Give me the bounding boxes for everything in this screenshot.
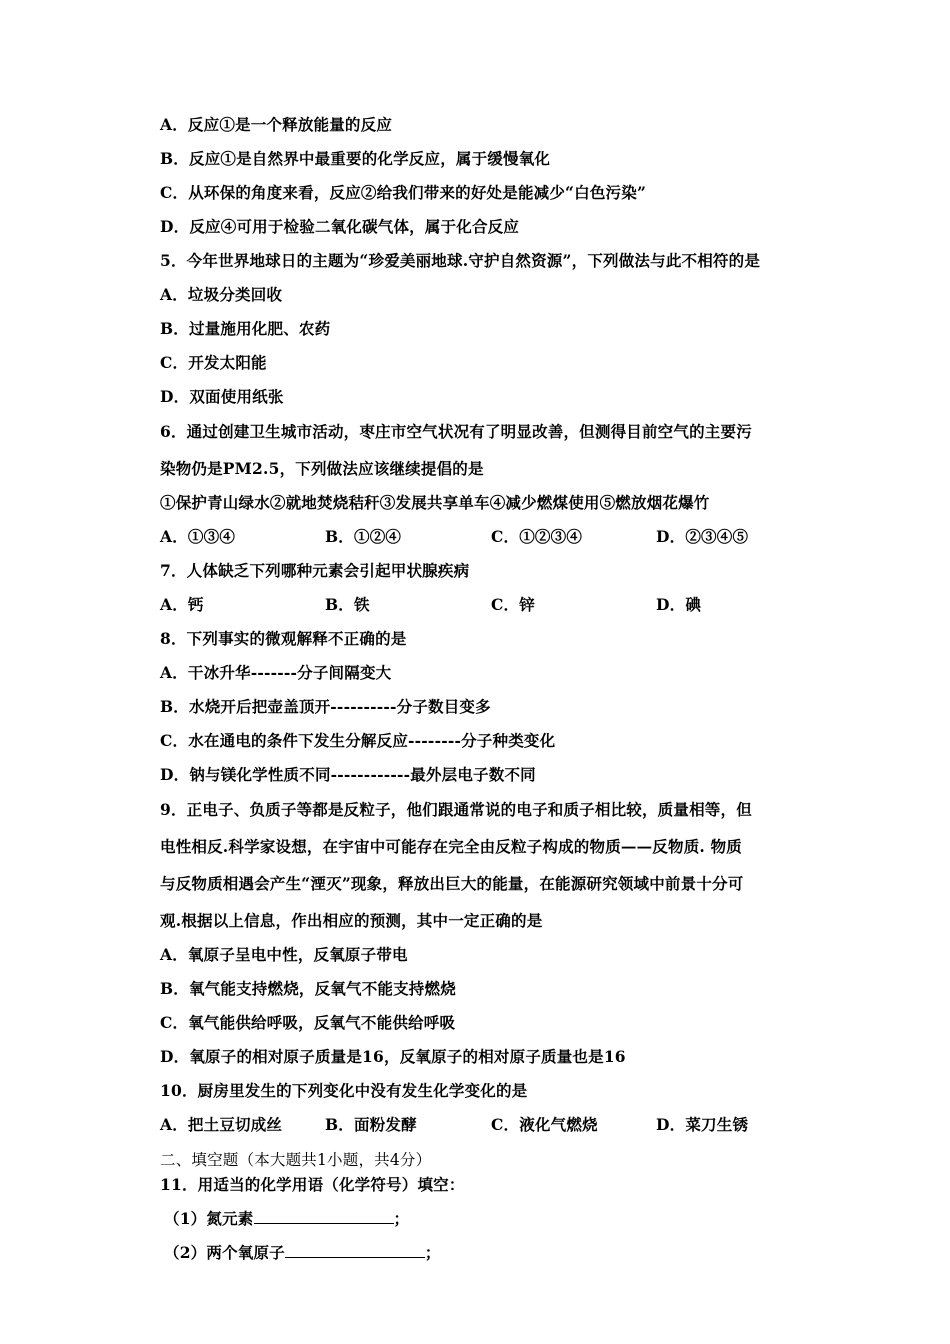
q7-option-a: A．钙 — [160, 595, 204, 614]
q8-option-c: C．水在通电的条件下发生分解反应--------分子种类变化 — [160, 731, 556, 750]
q8-option-d: D．钠与镁化学性质不同------------最外层电子数不同 — [160, 765, 536, 784]
q9-option-a: A．氧原子呈电中性，反氧原子带电 — [160, 945, 408, 964]
q5-option-c: C．开发太阳能 — [160, 353, 267, 372]
q9-stem-line1: 9．正电子、负质子等都是反粒子，他们跟通常说的电子和质子相比较，质量相等，但 — [160, 800, 752, 819]
q6-option-c: C．①②③④ — [491, 527, 583, 546]
q6-items: ①保护青山绿水②就地焚烧秸秆③发展共享单车④减少燃煤使用⑤燃放烟花爆竹 — [160, 493, 710, 512]
q6-option-a: A．①③④ — [160, 527, 236, 546]
q4-option-b: B．反应①是自然界中最重要的化学反应，属于缓慢氧化 — [160, 149, 551, 168]
q8-option-b: B．水烧开后把壶盖顶开----------分子数目变多 — [160, 697, 491, 716]
q4-option-a: A．反应①是一个释放能量的反应 — [160, 115, 393, 134]
q11-sub1-label: （1）氮元素 — [164, 1209, 254, 1228]
q7-stem: 7．人体缺乏下列哪种元素会引起甲状腺疾病 — [160, 561, 470, 580]
q6-option-d: D．②③④⑤ — [656, 527, 749, 546]
q11-sub1-blank[interactable] — [254, 1209, 394, 1224]
q7-option-c: C．锌 — [491, 595, 535, 614]
q10-option-a: A．把土豆切成丝 — [160, 1115, 283, 1134]
q10-option-d: D．菜刀生锈 — [656, 1115, 749, 1134]
q5-stem: 5．今年世界地球日的主题为“珍爱美丽地球.守护自然资源”，下列做法与此不相符的是 — [160, 251, 761, 270]
q8-stem: 8．下列事实的微观解释不正确的是 — [160, 629, 407, 648]
q9-option-d: D．氧原子的相对原子质量是16，反氧原子的相对原子质量也是16 — [160, 1047, 626, 1066]
q11-sub1-end: ； — [393, 1209, 410, 1228]
q4-option-d: D．反应④可用于检验二氧化碳气体，属于化合反应 — [160, 217, 520, 236]
q4-option-c: C．从环保的角度来看，反应②给我们带来的好处是能减少“白色污染” — [160, 183, 647, 202]
q9-option-c: C．氧气能供给呼吸，反氧气不能供给呼吸 — [160, 1013, 456, 1032]
q6-stem-line2: 染物仍是PM2.5，下列做法应该继续提倡的是 — [160, 459, 484, 478]
q9-stem-line4: 观.根据以上信息，作出相应的预测，其中一定正确的是 — [160, 911, 543, 930]
q8-option-a: A．干冰升华-------分子间隔变大 — [160, 663, 392, 682]
q11-sub2-blank[interactable] — [285, 1243, 425, 1258]
q11-sub2-label: （2）两个氧原子 — [164, 1243, 285, 1262]
q9-stem-line3: 与反物质相遇会产生“湮灭”现象，释放出巨大的能量，在能源研究领域中前景十分可 — [160, 874, 744, 893]
q11-sub2-end: ； — [424, 1243, 441, 1262]
section-heading: 二、填空题（本大题共1小题，共4分） — [160, 1151, 432, 1169]
q11-sub2 — [164, 1243, 441, 1263]
q10-option-c: C．液化气燃烧 — [491, 1115, 598, 1134]
q5-option-a: A．垃圾分类回收 — [160, 285, 283, 304]
q9-stem-line2: 电性相反.科学家设想，在宇宙中可能存在完全由反粒子构成的物质——反物质. 物质 — [160, 837, 742, 856]
q5-option-b: B．过量施用化肥、农药 — [160, 319, 331, 338]
q11-sub1 — [164, 1209, 409, 1229]
q6-stem-line1: 6．通过创建卫生城市活动，枣庄市空气状况有了明显改善，但测得目前空气的主要污 — [160, 422, 752, 441]
q6-option-b: B．①②④ — [325, 527, 402, 546]
q7-option-b: B．铁 — [325, 595, 370, 614]
q10-option-b: B．面粉发酵 — [325, 1115, 417, 1134]
q10-stem: 10．厨房里发生的下列变化中没有发生化学变化的是 — [160, 1081, 528, 1100]
q11-stem: 11．用适当的化学用语（化学符号）填空： — [160, 1175, 465, 1194]
q7-option-d: D．碘 — [656, 595, 702, 614]
q5-option-d: D．双面使用纸张 — [160, 387, 284, 406]
q9-option-b: B．氧气能支持燃烧，反氧气不能支持燃烧 — [160, 979, 456, 998]
